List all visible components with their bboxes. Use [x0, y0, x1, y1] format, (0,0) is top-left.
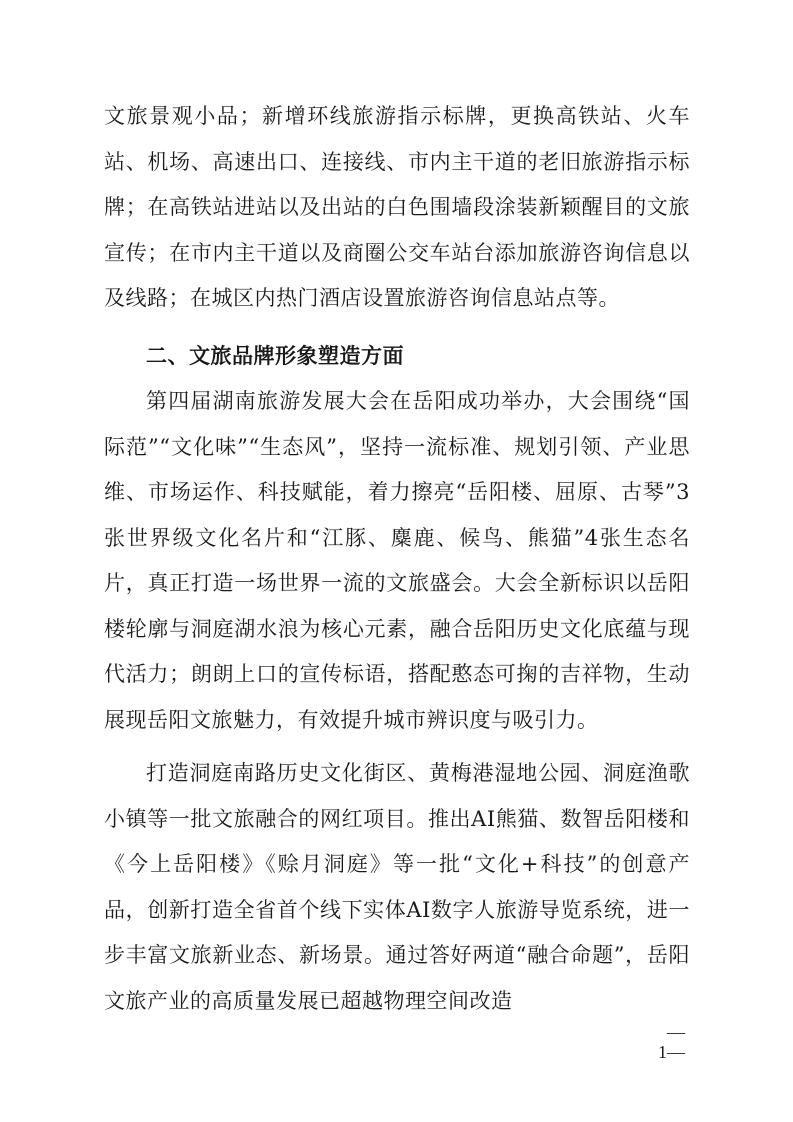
- document-body: [104, 94, 690, 1024]
- section-heading: 二、文旅品牌形象塑造方面: [146, 343, 404, 368]
- paragraph-projects: 打造洞庭南路历史文化街区、黄梅港湿地公园、洞庭渔歌小镇等一批文旅融合的网红项目。推出AI熊猫、数智岳阳楼和《今上岳阳楼》《赊月洞庭》等一批“文化+科技”的创意产品，创新打造全省首个线下实体AI数字人旅游导览系统，进一步丰富文旅新业态、新场景。通过答好两道“融合命题”，岳阳文旅产业的高质量发展已超越物理空间改造: [104, 761, 690, 1013]
- page-number: [625, 1022, 685, 1062]
- paragraph-gap: [104, 743, 690, 751]
- paragraph-signage: 文旅景观小品；新增环线旅游指示标牌，更换高铁站、火车站、机场、高速出口、连接线、市内主干道的老旧旅游指示标牌；在高铁站进站以及出站的白色围墙段涂装新颖醒目的文旅宣传；在市内主干道以及商圈公交车站台添加旅游咨询信息以及线路；在城区内热门酒店设置旅游咨询信息站点等。: [104, 104, 690, 310]
- page-number-dash: —: [667, 1022, 685, 1042]
- paragraph-gap: [104, 322, 690, 330]
- page-number-value: 1—: [658, 1042, 685, 1062]
- paragraph-tourism-conference: 第四届湖南旅游发展大会在岳阳成功举办，大会围绕“国际范”“文化味”“生态风”，坚持一流标准、规划引领、产业思维、市场运作、科技赋能，着力擦亮“岳阳楼、屈原、古琴”3张世界级文化名片和“江豚、麋鹿、候鸟、熊猫”4张生态名片，真正打造一场世界一流的文旅盛会。大会全新标识以岳阳楼轮廓与洞庭湖水浪为核心元素，融合岳阳历史文化底蕴与现代活力；朗朗上口的宣传标语，搭配憨态可掬的吉祥物，生动展现岳阳文旅魅力，有效提升城市辨识度与吸引力。: [104, 389, 690, 732]
